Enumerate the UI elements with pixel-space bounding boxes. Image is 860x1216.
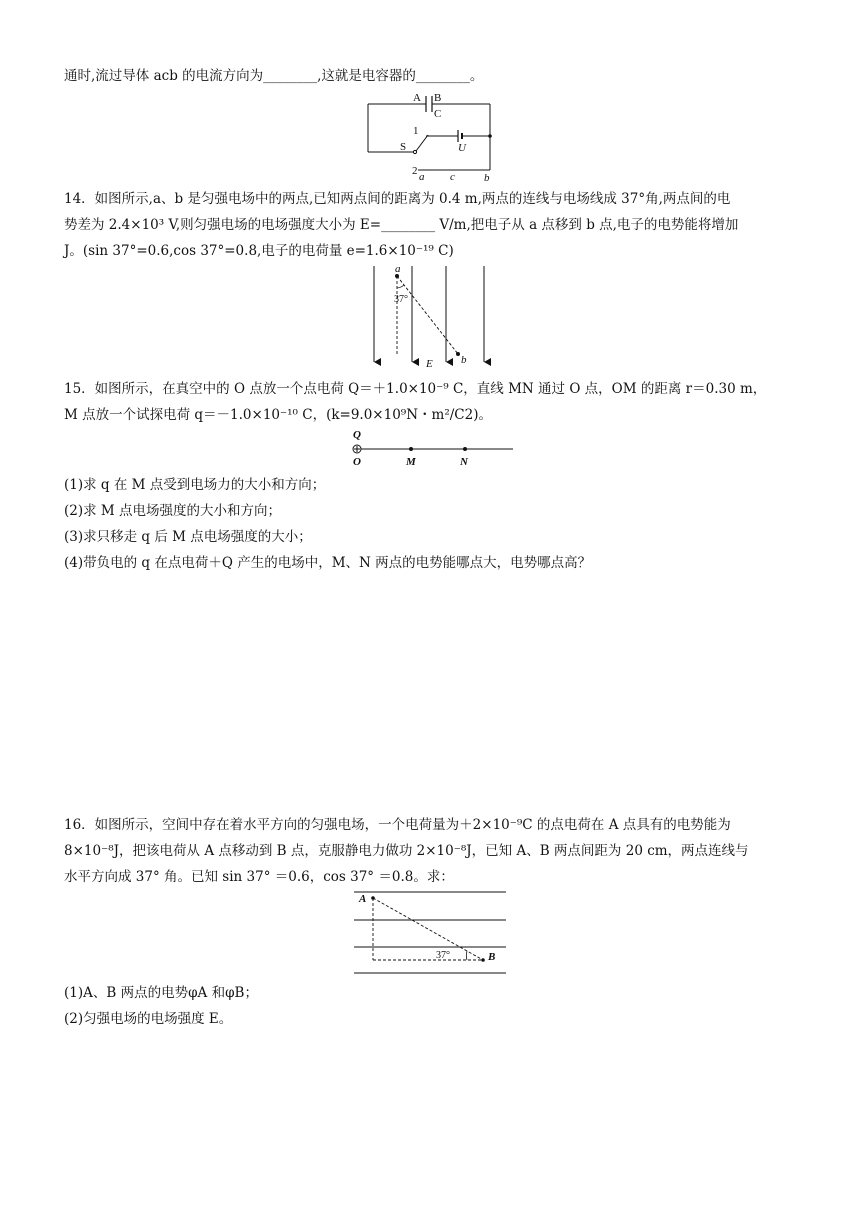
point-charge-line-diagram: [345, 428, 520, 468]
q14-text-line-2: 势差为 2.4×10³ V,则匀强电场的电场强度大小为 E=________ V/m,把电子从 a 点移到 b 点,电子的电势能将增加: [64, 217, 739, 233]
q14-text-line-3: J。(sin 37°=0.6,cos 37°=0.8,电子的电荷量 e=1.6×10⁻¹⁹ C): [64, 243, 454, 259]
point-a: a: [419, 171, 425, 182]
angle-label: 37°: [436, 950, 450, 961]
q15-item-1: (1)求 q 在 M 点受到电场力的大小和方向；: [64, 477, 326, 493]
cap-label-a: A: [413, 92, 421, 104]
circuit-diagram: [360, 90, 500, 182]
q15-text-line-2: M 点放一个试探电荷 q＝－1.0×10⁻¹⁰ C，(k=9.0×10⁹N・m²/C2)。: [64, 407, 492, 423]
cap-label-b: B: [434, 92, 442, 104]
q15-item-2: (2)求 M 点电场强度的大小和方向；: [64, 503, 282, 519]
q15-item-3: (3)求只移走 q 后 M 点电场强度的大小；: [64, 529, 312, 545]
point-a: A: [359, 893, 367, 905]
field-label-e: E: [426, 358, 433, 370]
point-b: b: [461, 354, 467, 366]
q13-text-line: 通时,流过导体 acb 的电流方向为________,这就是电容器的________。: [64, 68, 484, 84]
point-b: b: [484, 172, 490, 182]
switch-pos-2: 2: [412, 165, 418, 177]
q14-text-line-1: 14．如图所示,a、b 是匀强电场中的两点,已知两点间的距离为 0.4 m,两点的连线与电场线成 37°角,两点间的电: [64, 191, 731, 207]
cap-label-c: C: [434, 108, 442, 120]
switch-pos-1: 1: [413, 125, 419, 137]
horizontal-field-diagram: [350, 886, 510, 978]
q16-item-1: (1)A、B 两点的电势φA 和φB；: [64, 985, 258, 1001]
q16-text-line-2: 8×10⁻⁸J，把该电荷从 A 点移动到 B 点，克服静电力做功 2×10⁻⁸J，已知 A、B 两点间距为 20 cm，两点连线与: [64, 843, 749, 859]
q16-text-line-3: 水平方向成 37° 角。已知 sin 37° ＝0.6，cos 37° ＝0.8。求：: [64, 869, 454, 885]
point-m: M: [406, 456, 416, 468]
battery-label-u: U: [458, 142, 466, 154]
q15-text-line-1: 15．如图所示，在真空中的 O 点放一个点电荷 Q＝＋1.0×10⁻⁹ C，直线 MN 通过 O 点，OM 的距离 r＝0.30 m，: [64, 381, 767, 397]
point-c: c: [450, 171, 455, 182]
switch-label-s: S: [400, 141, 407, 153]
point-a: a: [395, 263, 401, 275]
charge-label-q: Q: [353, 429, 361, 441]
q16-item-2: (2)匀强电场的电场强度 E。: [64, 1011, 233, 1027]
angle-label: 37°: [394, 294, 408, 305]
q16-text-line-1: 16．如图所示，空间中存在着水平方向的匀强电场，一个电荷量为＋2×10⁻⁹C 的点电荷在 A 点具有的电势能为: [64, 817, 731, 833]
point-n: N: [460, 456, 468, 468]
point-o: O: [353, 456, 361, 468]
uniform-field-diagram: [360, 262, 500, 374]
point-b: B: [488, 951, 496, 963]
q15-item-4: (4)带负电的 q 在点电荷＋Q 产生的电场中，M、N 两点的电势能哪点大，电势哪点高？: [64, 555, 592, 571]
